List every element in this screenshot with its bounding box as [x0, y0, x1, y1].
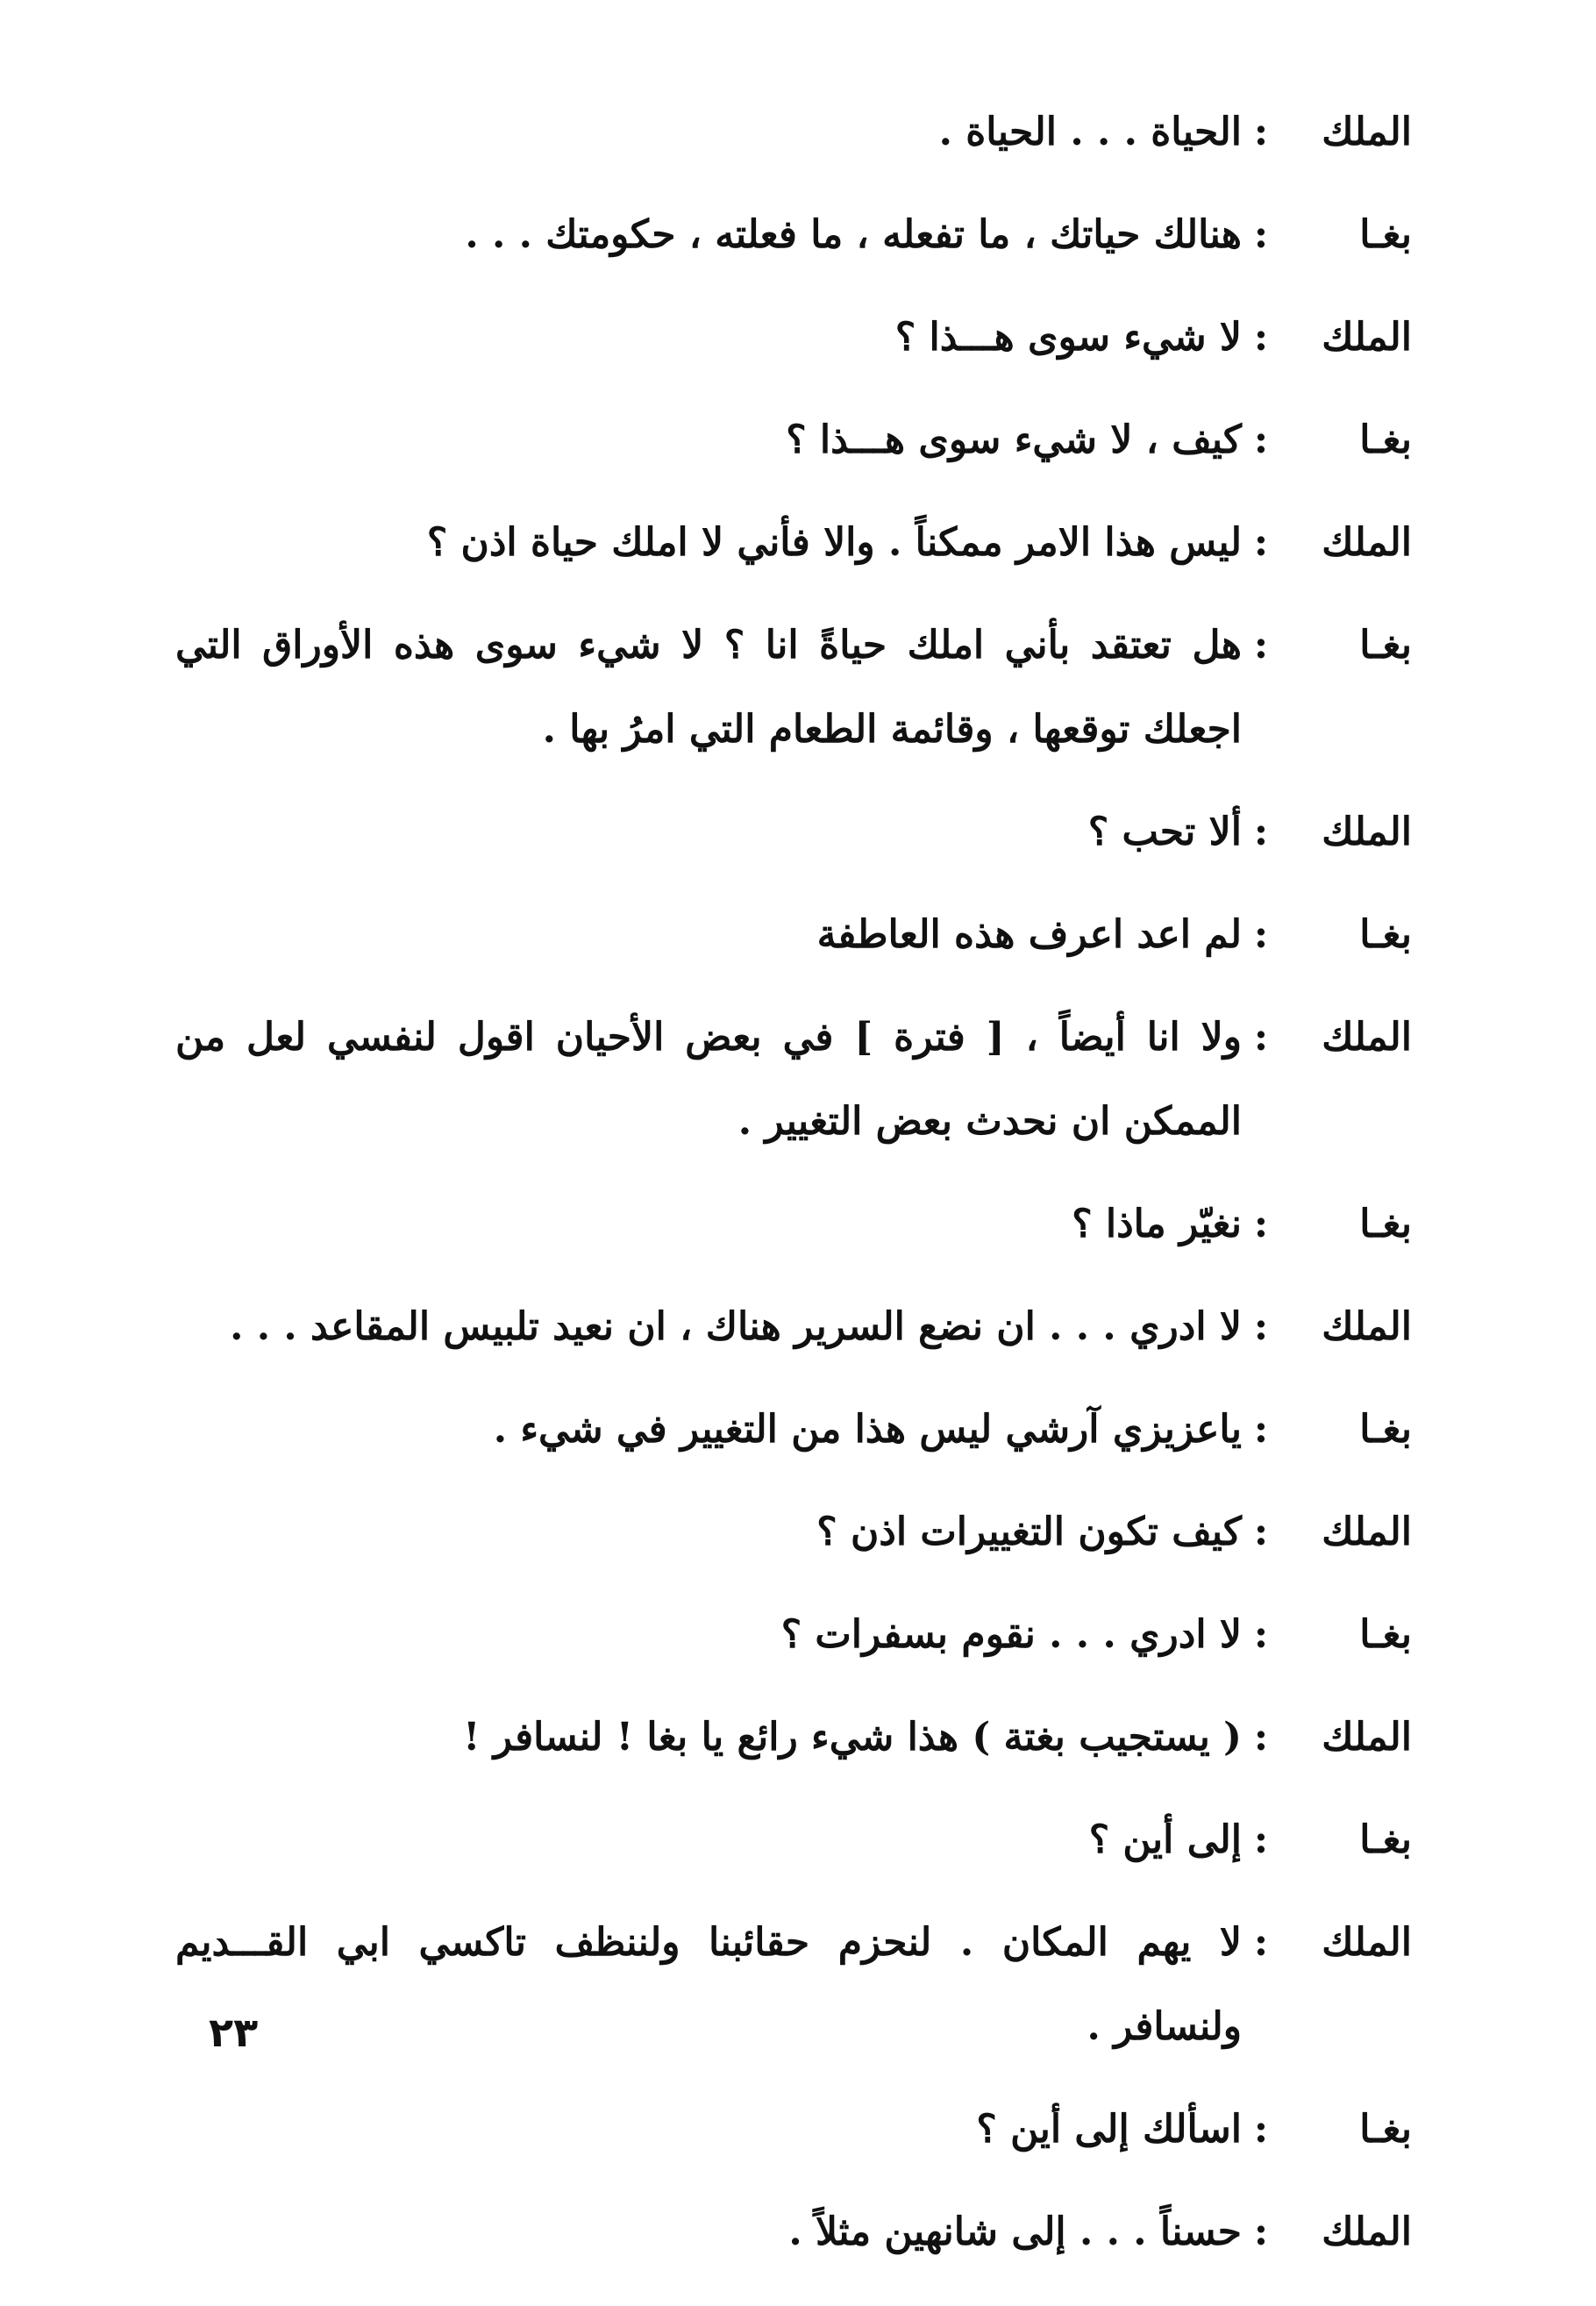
dialogue-text: لا ادري . . . ان نضع السرير هناك ، ان نعيد تلبيس المقاعد . . .: [230, 1304, 1242, 1349]
speaker-name: بغـا: [1359, 2107, 1412, 2152]
dialogue-line: [175, 2203, 1412, 2274]
speaker-name: بغـا: [1359, 623, 1412, 668]
speaker-colon: :: [1253, 1715, 1269, 1760]
speaker-name: بغـا: [1359, 212, 1412, 257]
speaker-colon: :: [1253, 1015, 1269, 1060]
speaker-colon: :: [1253, 1817, 1269, 1862]
speaker-colon: :: [1253, 1407, 1269, 1452]
speaker-name: الملك: [1322, 810, 1412, 854]
speaker-colon: :: [1253, 912, 1269, 957]
dialogue-line: [175, 1196, 1412, 1267]
speaker-colon: :: [1253, 1920, 1269, 1965]
dialogue-text: الحياة . . . الحياة .: [938, 110, 1242, 154]
speaker-name: بغـا: [1359, 1407, 1412, 1452]
dialogue-text: لم اعد اعرف هذه العاطفة: [816, 912, 1242, 957]
speaker-name: الملك: [1322, 315, 1412, 360]
speaker-name: الملك: [1322, 1715, 1412, 1760]
speaker-name: بغـا: [1359, 1817, 1412, 1862]
dialogue-block: [175, 104, 1412, 2306]
speaker-name: الملك: [1322, 1304, 1412, 1349]
speaker-name: الملك: [1322, 1510, 1412, 1554]
dialogue-text: نغيّر ماذا ؟: [1072, 1202, 1242, 1246]
speaker-colon: :: [1253, 212, 1269, 257]
speaker-name: الملك: [1322, 520, 1412, 565]
speaker-name: الملك: [1322, 2210, 1412, 2254]
dialogue-text: هنالك حياتك ، ما تفعله ، ما فعلته ، حكومتك . . .: [465, 212, 1242, 257]
speaker-colon: :: [1253, 1510, 1269, 1554]
speaker-name: بغـا: [1359, 418, 1412, 462]
dialogue-text: لا شيء سوى هـــذا ؟: [894, 315, 1242, 360]
speaker-name: بغـا: [1359, 912, 1412, 957]
dialogue-text: هل تعتقد بأني املك حياةً انا ؟ لا شيء سوى هذه الأوراق التي اجعلك توقعها ، وقائمة الطعام التي امرُ بها .: [175, 623, 1242, 752]
dialogue-text: ليس هذا الامر ممكناً . والا فأني لا املك حياة اذن ؟: [426, 520, 1242, 565]
dialogue-line: [175, 1503, 1412, 1574]
dialogue-line: [175, 104, 1412, 175]
speaker-name: الملك: [1322, 110, 1412, 154]
dialogue-line: [175, 309, 1412, 380]
speaker-colon: :: [1253, 1202, 1269, 1246]
dialogue-text: حسناً . . . إلى شانهين مثلاً .: [788, 2210, 1242, 2254]
dialogue-text: ( يستجيب بغتة ) هذا شيء رائع يا بغا ! لنسافر !: [463, 1715, 1242, 1760]
speaker-name: بغـا: [1359, 1612, 1412, 1657]
dialogue-line: [175, 1298, 1412, 1369]
dialogue-line: [175, 1606, 1412, 1677]
dialogue-line: [175, 1009, 1412, 1164]
dialogue-line: [175, 1401, 1412, 1472]
speaker-name: بغـا: [1359, 1202, 1412, 1246]
dialogue-text: اسألك إلى أين ؟: [976, 2107, 1242, 2152]
dialogue-line: [175, 617, 1412, 772]
dialogue-line: [175, 514, 1412, 585]
dialogue-line: [175, 1811, 1412, 1882]
speaker-colon: :: [1253, 2210, 1269, 2254]
dialogue-line: [175, 906, 1412, 977]
speaker-colon: :: [1253, 418, 1269, 462]
speaker-colon: :: [1253, 315, 1269, 360]
dialogue-text: ولا انا أيضاً ، [ فترة ] في بعض الأحيان اقول لنفسي لعل من الممكن ان نحدث بعض التغيير .: [175, 1015, 1242, 1144]
dialogue-text: ياعزيزي آرشي ليس هذا من التغيير في شيء .: [493, 1407, 1242, 1452]
speaker-colon: :: [1253, 110, 1269, 154]
speaker-colon: :: [1253, 810, 1269, 854]
speaker-colon: :: [1253, 1304, 1269, 1349]
dialogue-line: [175, 1914, 1412, 2069]
dialogue-line: [175, 206, 1412, 277]
page-number: ٢٣: [209, 2009, 259, 2056]
speaker-colon: :: [1253, 623, 1269, 668]
dialogue-line: [175, 803, 1412, 875]
speaker-colon: :: [1253, 520, 1269, 565]
dialogue-text: إلى أين ؟: [1088, 1817, 1242, 1862]
speaker-colon: :: [1253, 1612, 1269, 1657]
dialogue-text: لا يهم المكان . لنحزم حقائبنا ولننظف تاكسي ابي القـــديم ولنسافر .: [175, 1920, 1242, 2049]
speaker-name: الملك: [1322, 1015, 1412, 1060]
speaker-name: الملك: [1322, 1920, 1412, 1965]
dialogue-line: [175, 411, 1412, 482]
dialogue-line: [175, 1709, 1412, 1780]
dialogue-text: كيف تكون التغييرات اذن ؟: [816, 1510, 1242, 1554]
dialogue-text: ألا تحب ؟: [1087, 810, 1242, 854]
dialogue-text: كيف ، لا شيء سوى هـــذا ؟: [786, 418, 1242, 462]
dialogue-line: [175, 2101, 1412, 2172]
speaker-colon: :: [1253, 2107, 1269, 2152]
dialogue-text: لا ادري . . . نقوم بسفرات ؟: [780, 1612, 1242, 1657]
